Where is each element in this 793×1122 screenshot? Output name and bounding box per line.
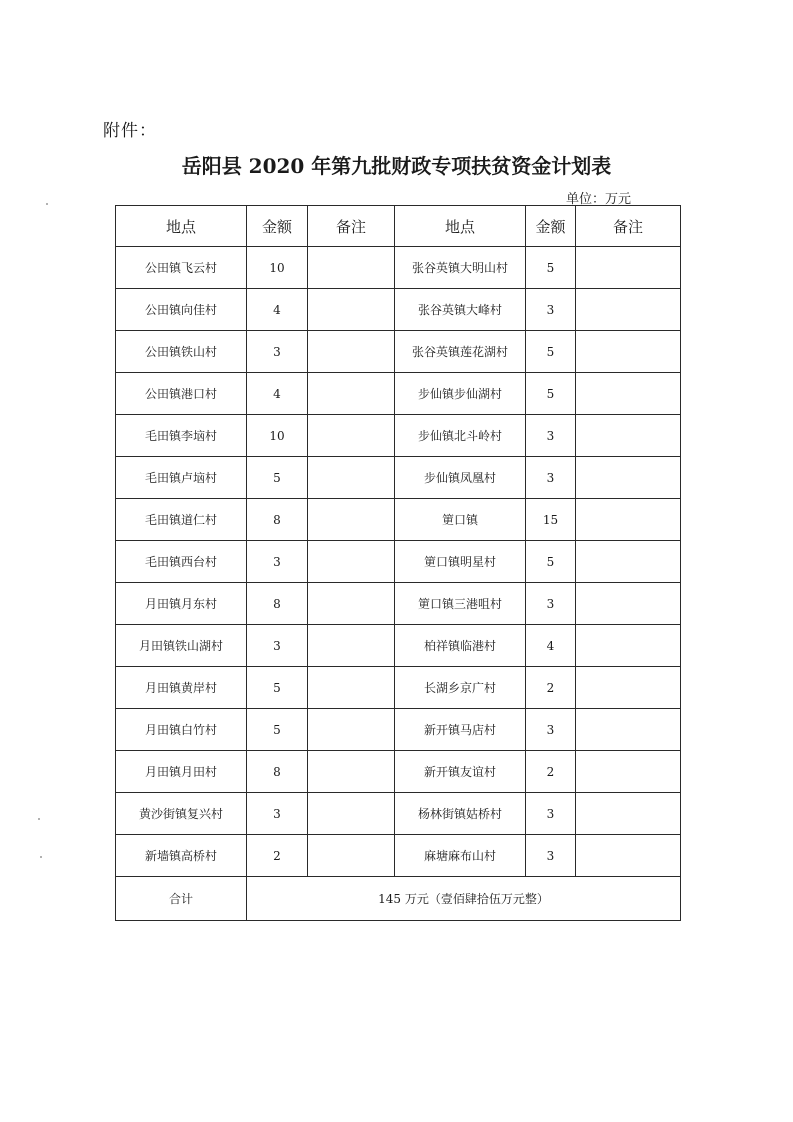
amount-left-cell: 5 [247,667,308,709]
table-row [116,625,681,667]
place-right-cell: 长湖乡京广村 [395,667,526,709]
place-right-cell: 张谷英镇大明山村 [395,247,526,289]
note-right-cell [576,709,681,751]
amount-left-cell: 8 [247,583,308,625]
note-left-cell [308,289,395,331]
table-row [116,373,681,415]
amount-left-cell: 4 [247,373,308,415]
amount-right-cell: 3 [526,457,576,499]
amount-right-cell: 3 [526,415,576,457]
amount-left-cell: 10 [247,415,308,457]
amount-right-cell: 5 [526,247,576,289]
place-left-cell: 毛田镇李垴村 [116,415,247,457]
table-row [116,289,681,331]
amount-right-cell: 15 [526,499,576,541]
place-right-cell: 步仙镇北斗岭村 [395,415,526,457]
note-left-cell [308,457,395,499]
amount-left-cell: 8 [247,751,308,793]
table-row [116,709,681,751]
attachment-label: 附件： [103,121,157,141]
amount-left-cell: 3 [247,625,308,667]
place-right-cell: 筻口镇 [395,499,526,541]
note-right-cell [576,541,681,583]
note-right-cell [576,835,681,877]
note-right-cell [576,289,681,331]
place-left-cell: 月田镇白竹村 [116,709,247,751]
place-right-cell: 张谷英镇大峰村 [395,289,526,331]
table-body [116,247,681,877]
note-left-cell [308,583,395,625]
amount-right-cell: 5 [526,541,576,583]
amount-right-cell: 3 [526,835,576,877]
amount-left-cell: 5 [247,457,308,499]
place-left-cell: 毛田镇西台村 [116,541,247,583]
note-right-cell [576,457,681,499]
place-left-cell: 公田镇飞云村 [116,247,247,289]
note-right-cell [576,751,681,793]
place-left-cell: 公田镇港口村 [116,373,247,415]
place-right-cell: 步仙镇凤凰村 [395,457,526,499]
note-left-cell [308,625,395,667]
amount-left-cell: 8 [247,499,308,541]
amount-left-cell: 3 [247,541,308,583]
table-row [116,415,681,457]
table-row [116,499,681,541]
table-row [116,457,681,499]
amount-right-cell: 3 [526,793,576,835]
table-row [116,793,681,835]
amount-left-cell: 2 [247,835,308,877]
amount-right-cell: 3 [526,709,576,751]
table-row [116,583,681,625]
note-left-cell [308,415,395,457]
place-left-cell: 月田镇月田村 [116,751,247,793]
table-header-row [116,206,681,247]
amount-left-cell: 5 [247,709,308,751]
note-left-cell [308,709,395,751]
place-left-cell: 月田镇月东村 [116,583,247,625]
place-left-cell: 公田镇铁山村 [116,331,247,373]
amount-right-cell: 4 [526,625,576,667]
table-row [116,331,681,373]
total-label: 合计 [116,877,247,921]
note-right-cell [576,331,681,373]
note-left-cell [308,331,395,373]
table-row [116,541,681,583]
amount-left-cell: 3 [247,793,308,835]
note-right-cell [576,499,681,541]
total-value: 145 万元（壹佰肆拾伍万元整） [247,877,681,921]
place-left-cell: 毛田镇道仁村 [116,499,247,541]
unit-label: 单位：万元 [566,192,632,207]
note-right-cell [576,583,681,625]
header-note: 备注 [308,206,395,247]
place-right-cell: 新开镇马店村 [395,709,526,751]
header-place: 地点 [395,206,526,247]
table-row [116,667,681,709]
document-title: 岳阳县 2020 年第九批财政专项扶贫资金计划表 [181,154,612,178]
scan-speck [38,818,40,820]
amount-right-cell: 5 [526,373,576,415]
amount-left-cell: 10 [247,247,308,289]
amount-right-cell: 3 [526,583,576,625]
note-right-cell [576,625,681,667]
place-left-cell: 新墙镇高桥村 [116,835,247,877]
note-left-cell [308,499,395,541]
amount-right-cell: 2 [526,751,576,793]
place-left-cell: 黄沙街镇复兴村 [116,793,247,835]
place-left-cell: 月田镇黄岸村 [116,667,247,709]
place-right-cell: 筻口镇明星村 [395,541,526,583]
place-right-cell: 步仙镇步仙湖村 [395,373,526,415]
amount-right-cell: 2 [526,667,576,709]
note-right-cell [576,373,681,415]
header-amount: 金额 [526,206,576,247]
amount-left-cell: 4 [247,289,308,331]
amount-right-cell: 5 [526,331,576,373]
place-right-cell: 柏祥镇临港村 [395,625,526,667]
note-left-cell [308,793,395,835]
note-left-cell [308,541,395,583]
amount-left-cell: 3 [247,331,308,373]
place-left-cell: 月田镇铁山湖村 [116,625,247,667]
total-row [116,877,681,921]
place-right-cell: 张谷英镇莲花湖村 [395,331,526,373]
note-left-cell [308,835,395,877]
note-left-cell [308,667,395,709]
note-right-cell [576,793,681,835]
place-left-cell: 毛田镇卢垴村 [116,457,247,499]
header-place: 地点 [116,206,247,247]
place-right-cell: 筻口镇三港咀村 [395,583,526,625]
amount-right-cell: 3 [526,289,576,331]
header-note: 备注 [576,206,681,247]
note-right-cell [576,667,681,709]
note-left-cell [308,373,395,415]
place-right-cell: 麻塘麻布山村 [395,835,526,877]
table-row [116,835,681,877]
header-amount: 金额 [247,206,308,247]
place-left-cell: 公田镇向佳村 [116,289,247,331]
note-left-cell [308,751,395,793]
note-left-cell [308,247,395,289]
place-right-cell: 杨林街镇姑桥村 [395,793,526,835]
fund-plan-table [115,205,681,921]
place-right-cell: 新开镇友谊村 [395,751,526,793]
note-right-cell [576,415,681,457]
scan-speck [46,203,48,205]
table-row [116,751,681,793]
note-right-cell [576,247,681,289]
table-row [116,247,681,289]
scan-speck [40,856,42,858]
